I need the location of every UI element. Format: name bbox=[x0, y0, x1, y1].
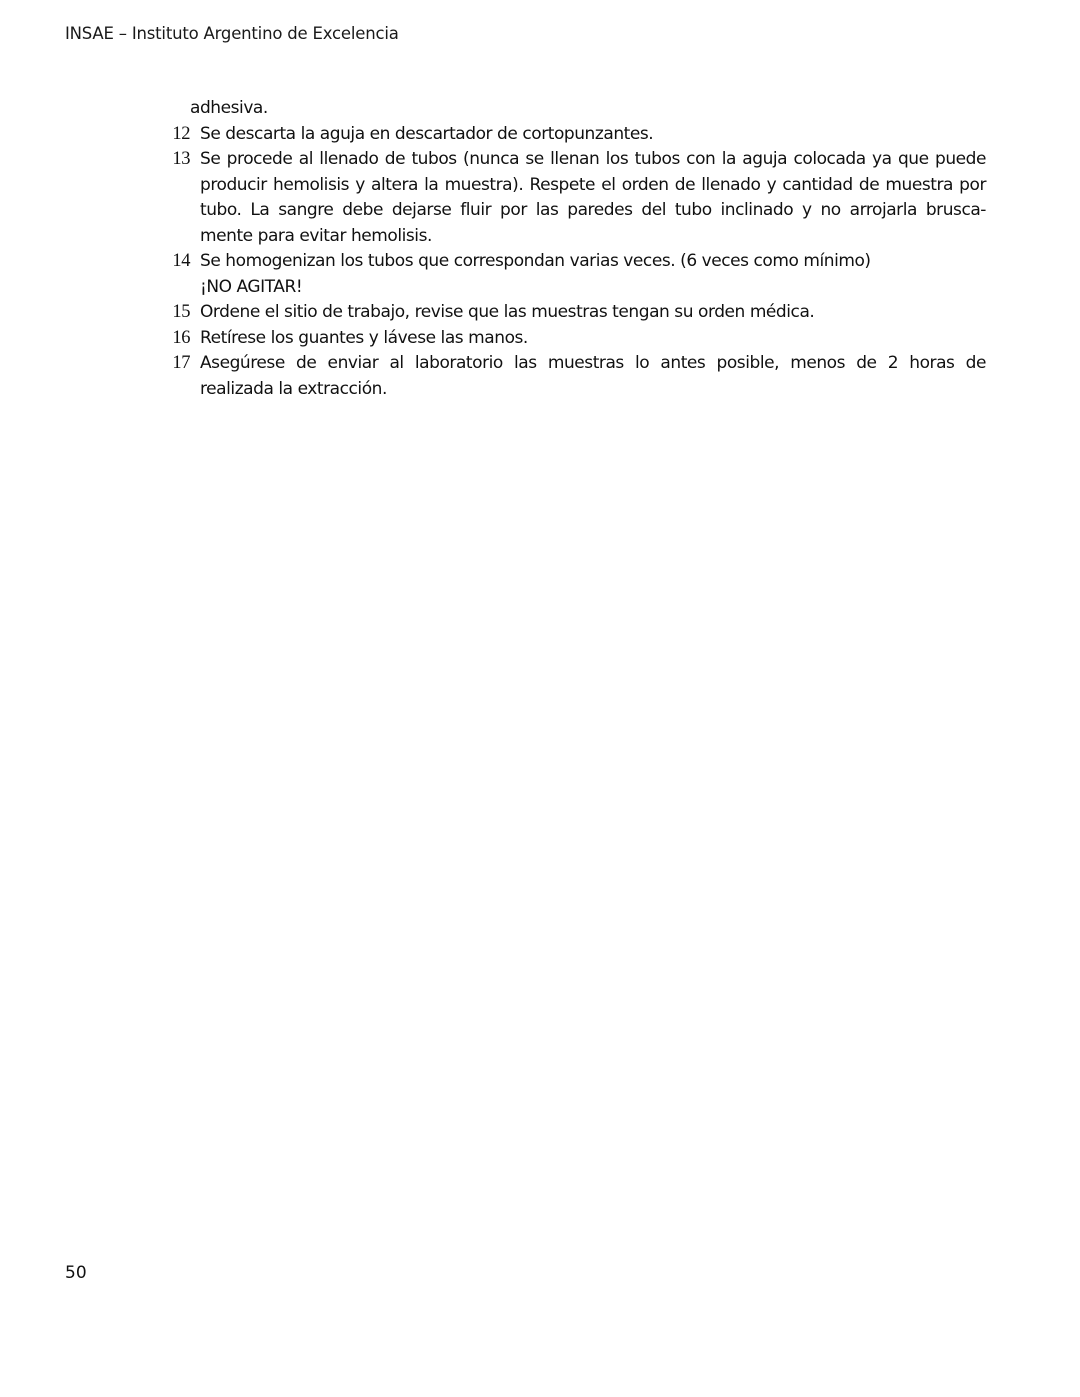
document-body bbox=[150, 96, 986, 402]
item-text: tubo. La sangre debe dejarse fluir por las paredes del tubo inclinado y no arrojarla brusca- bbox=[200, 200, 986, 220]
item-text: Asegúrese de enviar al laboratorio las muestras lo antes posible, menos de 2 horas de bbox=[200, 353, 986, 373]
page-header: INSAE – Instituto Argentino de Excelencia bbox=[65, 24, 399, 43]
item-text: Se descarta la aguja en descartador de cortopunzantes. bbox=[200, 123, 654, 144]
item-number: 14 bbox=[172, 251, 190, 271]
item-number: 17 bbox=[172, 353, 190, 373]
item-text: Ordene el sitio de trabajo, revise que las muestras tengan su orden médica. bbox=[200, 302, 815, 322]
list-item-12 bbox=[150, 122, 986, 148]
item-number: 16 bbox=[172, 327, 190, 348]
item-text: producir hemolisis y altera la muestra). Respete el orden de llenado y cantidad de muestra por bbox=[200, 174, 986, 195]
item-text: realizada la extracción. bbox=[200, 378, 387, 399]
warning-text: ¡NO AGITAR! bbox=[200, 276, 303, 297]
list-item-16 bbox=[150, 326, 986, 352]
list-item-14 bbox=[150, 249, 986, 300]
continuation-text: adhesiva. bbox=[190, 98, 268, 118]
page-number: 50 bbox=[65, 1263, 87, 1283]
item-number: 13 bbox=[172, 149, 190, 169]
item-text: Retírese los guantes y lávese las manos. bbox=[200, 327, 528, 348]
item-number: 15 bbox=[172, 302, 190, 322]
list-item-15 bbox=[150, 300, 986, 326]
item-text: Se procede al llenado de tubos (nunca se llenan los tubos con la aguja colocada ya que puede bbox=[200, 149, 986, 169]
item-number: 12 bbox=[172, 123, 190, 144]
item-text: Se homogenizan los tubos que correspondan varias veces. (6 veces como mínimo) bbox=[200, 251, 871, 271]
item-text: mente para evitar hemolisis. bbox=[200, 225, 432, 246]
list-item-17 bbox=[150, 351, 986, 402]
list-item-13 bbox=[150, 147, 986, 249]
